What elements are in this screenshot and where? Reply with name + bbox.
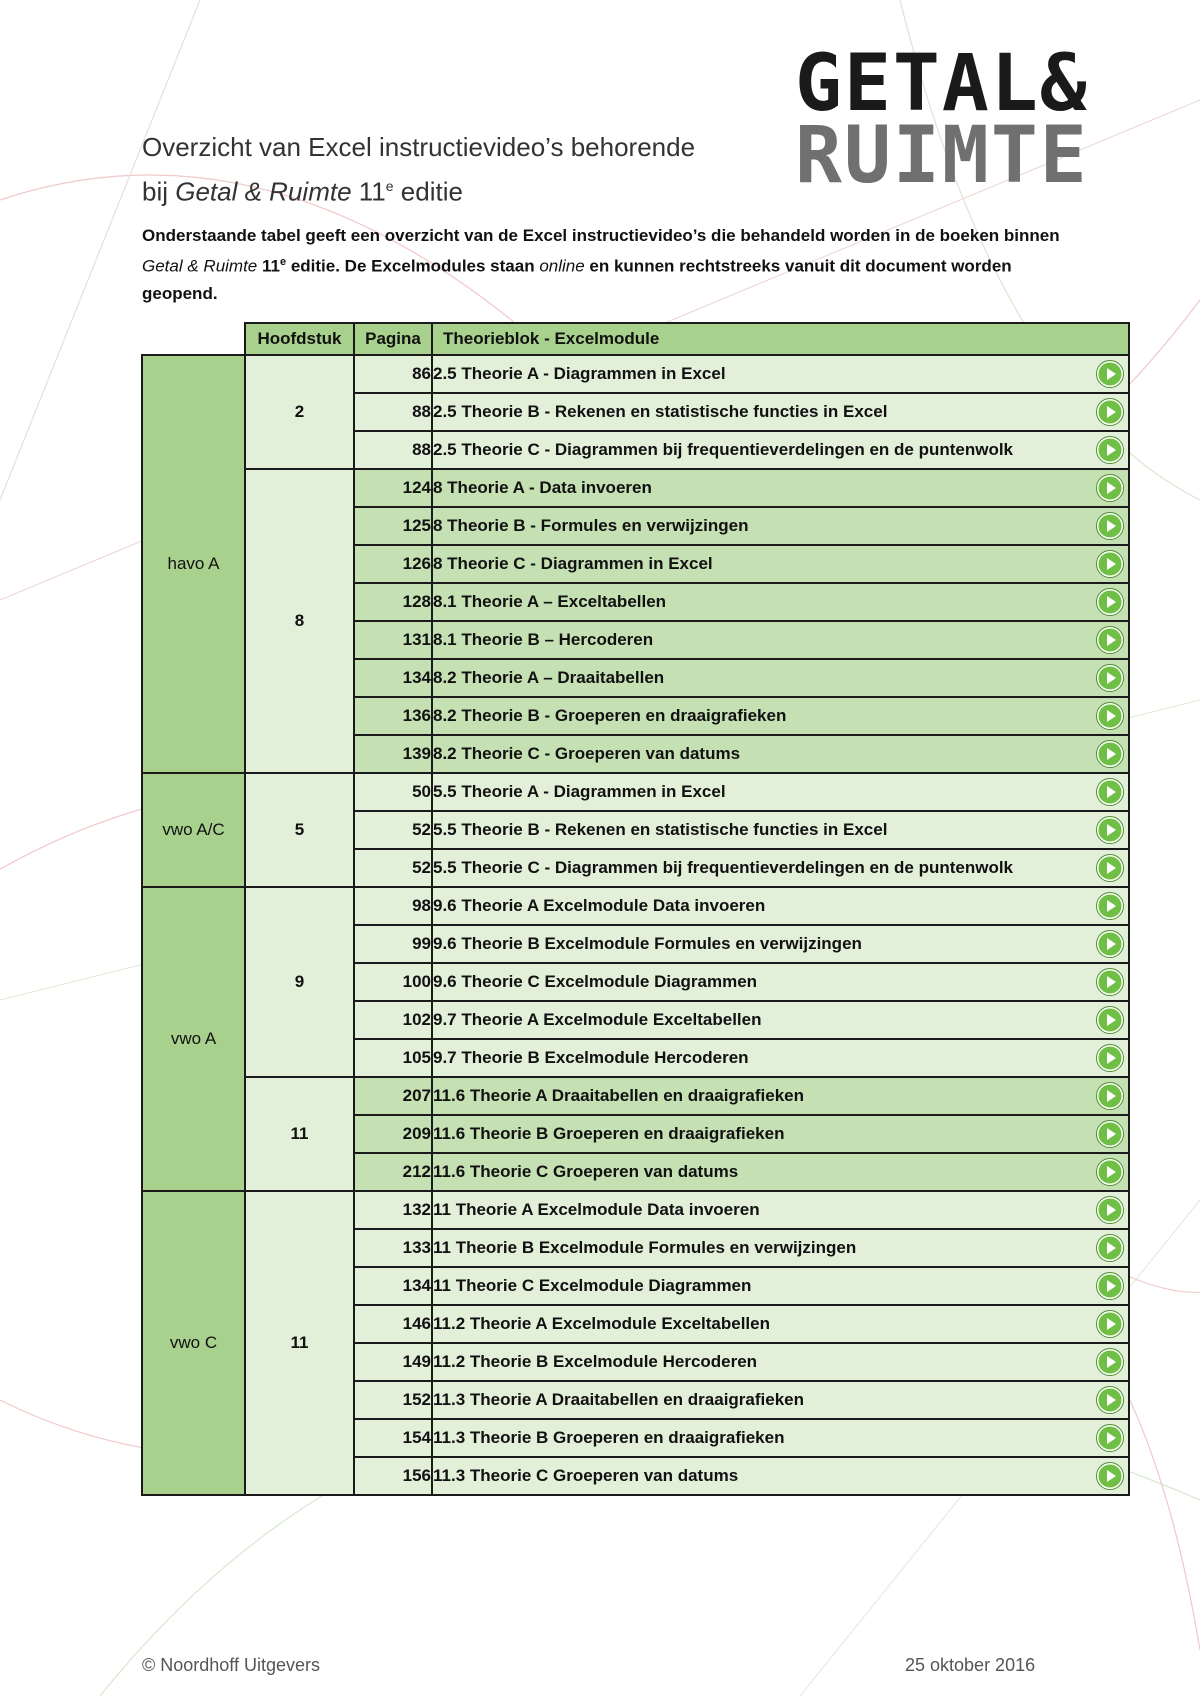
topic-link[interactable]: 8 Theorie A - Data invoeren (433, 478, 652, 497)
getal-ruimte-logo (795, 39, 1089, 201)
topic-link[interactable]: 11.6 Theorie B Groeperen en draaigrafieken (433, 1124, 785, 1143)
play-icon[interactable] (1096, 626, 1124, 654)
header-theorieblok: Theorieblok - Excelmodule (432, 323, 1129, 355)
topic-cell (432, 1457, 1129, 1495)
topic-cell (432, 1039, 1129, 1077)
play-icon[interactable] (1096, 398, 1124, 426)
title-edition-number: 11 (351, 176, 386, 207)
title-book: Getal & Ruimte (175, 176, 352, 207)
intro-part-2: editie. De Excelmodules staan (286, 256, 540, 276)
topic-cell (432, 1229, 1129, 1267)
play-icon[interactable] (1096, 778, 1124, 806)
topic-link[interactable]: 11 Theorie C Excelmodule Diagrammen (433, 1276, 752, 1295)
intro-edition-sup: e (279, 256, 287, 268)
table-row (142, 773, 1129, 811)
topic-cell (432, 925, 1129, 963)
play-icon[interactable] (1096, 930, 1124, 958)
play-icon[interactable] (1096, 702, 1124, 730)
chapter-cell: 8 (245, 469, 354, 773)
page-cell: 52 (354, 811, 432, 849)
footer-copyright: © Noordhoff Uitgevers (142, 1655, 321, 1675)
chapter-cell: 11 (245, 1077, 354, 1191)
topic-link[interactable]: 11.6 Theorie C Groeperen van datums (433, 1162, 739, 1181)
topic-link[interactable]: 9.7 Theorie A Excelmodule Exceltabellen (433, 1010, 762, 1029)
topic-link[interactable]: 9.6 Theorie C Excelmodule Diagrammen (433, 972, 758, 991)
topic-link[interactable]: 9.6 Theorie A Excelmodule Data invoeren (433, 896, 766, 915)
excel-video-table (141, 322, 1130, 1496)
play-icon[interactable] (1096, 1272, 1124, 1300)
topic-link[interactable]: 8.2 Theorie A – Draaitabellen (433, 668, 665, 687)
table-row (142, 469, 1129, 507)
topic-cell (432, 887, 1129, 925)
intro-part-1: Onderstaande tabel geeft een overzicht van de Excel instructievideo’s die behandeld worden in de boeken binnen (142, 226, 1060, 245)
play-icon[interactable] (1096, 1386, 1124, 1414)
play-icon[interactable] (1096, 436, 1124, 464)
play-icon[interactable] (1096, 1044, 1124, 1072)
topic-cell (432, 697, 1129, 735)
page-cell: 209 (354, 1115, 432, 1153)
play-icon[interactable] (1096, 360, 1124, 388)
topic-link[interactable]: 11.6 Theorie A Draaitabellen en draaigrafieken (433, 1086, 805, 1105)
topic-link[interactable]: 11 Theorie B Excelmodule Formules en verwijzingen (433, 1238, 857, 1257)
play-icon[interactable] (1096, 1196, 1124, 1224)
page-cell: 128 (354, 583, 432, 621)
topic-cell (432, 849, 1129, 887)
topic-link[interactable]: 8.1 Theorie A – Exceltabellen (433, 592, 667, 611)
topic-cell (432, 659, 1129, 697)
footer-date: 25 oktober 2016 (905, 1655, 1036, 1675)
play-icon[interactable] (1096, 1462, 1124, 1490)
intro-online: online (539, 256, 585, 276)
chapter-cell: 9 (245, 887, 354, 1077)
page-cell: 88 (354, 393, 432, 431)
topic-cell (432, 1153, 1129, 1191)
page-cell: 86 (354, 355, 432, 393)
chapter-cell: 5 (245, 773, 354, 887)
page-cell: 156 (354, 1457, 432, 1495)
table-row (142, 1191, 1129, 1229)
topic-cell (432, 393, 1129, 431)
logo-line-1: GETAL& (795, 39, 1089, 129)
page-cell: 136 (354, 697, 432, 735)
topic-link[interactable]: 8.1 Theorie B – Hercoderen (433, 630, 654, 649)
topic-cell (432, 583, 1129, 621)
page-cell: 152 (354, 1381, 432, 1419)
topic-link[interactable]: 11.2 Theorie B Excelmodule Hercoderen (433, 1352, 758, 1371)
play-icon[interactable] (1096, 1234, 1124, 1262)
topic-cell (432, 507, 1129, 545)
intro-book: Getal & Ruimte (142, 256, 258, 276)
play-icon[interactable] (1096, 854, 1124, 882)
intro-edition-number: 11 (257, 256, 280, 276)
topic-link[interactable]: 2.5 Theorie A - Diagrammen in Excel (433, 364, 726, 383)
topic-cell (432, 1001, 1129, 1039)
topic-link[interactable]: 9.7 Theorie B Excelmodule Hercoderen (433, 1048, 749, 1067)
table-row (142, 355, 1129, 393)
title-line-1: Overzicht van Excel instructievideo’s behorende (142, 132, 696, 162)
table-row (142, 1077, 1129, 1115)
header-blank (142, 323, 245, 355)
play-icon[interactable] (1096, 588, 1124, 616)
topic-link[interactable]: 2.5 Theorie B - Rekenen en statistische functies in Excel (433, 402, 888, 421)
page-title (142, 128, 695, 212)
topic-link[interactable]: 5.5 Theorie A - Diagrammen in Excel (433, 782, 726, 801)
page-cell: 139 (354, 735, 432, 773)
title-suffix: editie (393, 176, 463, 207)
page-cell: 126 (354, 545, 432, 583)
topic-cell (432, 1305, 1129, 1343)
topic-link[interactable]: 11.3 Theorie A Draaitabellen en draaigrafieken (433, 1390, 805, 1409)
play-icon[interactable] (1096, 512, 1124, 540)
page-cell: 207 (354, 1077, 432, 1115)
topic-cell (432, 469, 1129, 507)
topic-cell (432, 773, 1129, 811)
title-prefix: bij (142, 176, 176, 207)
page-cell: 52 (354, 849, 432, 887)
header-hoofdstuk: Hoofdstuk (245, 323, 354, 355)
page-cell: 131 (354, 621, 432, 659)
play-icon[interactable] (1096, 1424, 1124, 1452)
table-body (142, 355, 1129, 1495)
chapter-cell: 2 (245, 355, 354, 469)
page-cell: 149 (354, 1343, 432, 1381)
topic-link[interactable]: 2.5 Theorie C - Diagrammen bij frequentieverdelingen en de puntenwolk (433, 440, 1014, 459)
level-cell: vwo A (142, 887, 245, 1191)
level-cell: havo A (142, 355, 245, 773)
page-cell: 125 (354, 507, 432, 545)
page-cell: 132 (354, 1191, 432, 1229)
page-cell: 88 (354, 431, 432, 469)
topic-cell (432, 355, 1129, 393)
topic-cell (432, 963, 1129, 1001)
topic-cell (432, 431, 1129, 469)
topic-cell (432, 1115, 1129, 1153)
topic-cell (432, 1191, 1129, 1229)
page-cell: 98 (354, 887, 432, 925)
topic-link[interactable]: 11.3 Theorie C Groeperen van datums (433, 1466, 739, 1485)
table-header-row (142, 323, 1129, 355)
topic-link[interactable]: 11.2 Theorie A Excelmodule Exceltabellen (433, 1314, 770, 1333)
topic-link[interactable]: 8.2 Theorie B - Groeperen en draaigrafieken (433, 706, 787, 725)
header-pagina: Pagina (354, 323, 432, 355)
topic-cell (432, 811, 1129, 849)
intro-paragraph (142, 222, 1062, 307)
chapter-cell: 11 (245, 1191, 354, 1495)
topic-cell (432, 545, 1129, 583)
play-icon[interactable] (1096, 1158, 1124, 1186)
page-cell: 50 (354, 773, 432, 811)
topic-link[interactable]: 5.5 Theorie C - Diagrammen bij frequentieverdelingen en de puntenwolk (433, 858, 1014, 877)
play-icon[interactable] (1096, 1310, 1124, 1338)
play-icon[interactable] (1096, 892, 1124, 920)
play-icon[interactable] (1096, 968, 1124, 996)
page-cell: 134 (354, 1267, 432, 1305)
title-edition-sup: e (385, 178, 394, 194)
page-cell: 146 (354, 1305, 432, 1343)
topic-link[interactable]: 8 Theorie C - Diagrammen in Excel (433, 554, 713, 573)
topic-cell (432, 621, 1129, 659)
topic-link[interactable]: 5.5 Theorie B - Rekenen en statistische functies in Excel (433, 820, 888, 839)
play-icon[interactable] (1096, 474, 1124, 502)
page-cell: 102 (354, 1001, 432, 1039)
page-cell: 99 (354, 925, 432, 963)
topic-cell (432, 1077, 1129, 1115)
topic-cell (432, 1267, 1129, 1305)
topic-link[interactable]: 8.2 Theorie C - Groeperen van datums (433, 744, 741, 763)
page-cell: 133 (354, 1229, 432, 1267)
topic-link[interactable]: 8 Theorie B - Formules en verwijzingen (433, 516, 749, 535)
topic-cell (432, 1381, 1129, 1419)
page-cell: 212 (354, 1153, 432, 1191)
topic-link[interactable]: 11 Theorie A Excelmodule Data invoeren (433, 1200, 760, 1219)
page-cell: 105 (354, 1039, 432, 1077)
play-icon[interactable] (1096, 1082, 1124, 1110)
page-cell: 154 (354, 1419, 432, 1457)
topic-link[interactable]: 11.3 Theorie B Groeperen en draaigrafieken (433, 1428, 785, 1447)
level-cell: vwo A/C (142, 773, 245, 887)
page-cell: 124 (354, 469, 432, 507)
play-icon[interactable] (1096, 1006, 1124, 1034)
play-icon[interactable] (1096, 1348, 1124, 1376)
play-icon[interactable] (1096, 550, 1124, 578)
intro-part-3: en kunnen rechtstreeks vanuit dit document worden geopend. (142, 256, 1012, 303)
play-icon[interactable] (1096, 1120, 1124, 1148)
play-icon[interactable] (1096, 740, 1124, 768)
play-icon[interactable] (1096, 816, 1124, 844)
title-line-2 (142, 167, 695, 212)
page-cell: 134 (354, 659, 432, 697)
topic-cell (432, 735, 1129, 773)
topic-cell (432, 1419, 1129, 1457)
page-cell: 100 (354, 963, 432, 1001)
logo-line-2: RUIMTE (795, 111, 1089, 201)
topic-cell (432, 1343, 1129, 1381)
play-icon[interactable] (1096, 664, 1124, 692)
level-cell: vwo C (142, 1191, 245, 1495)
table-row (142, 887, 1129, 925)
topic-link[interactable]: 9.6 Theorie B Excelmodule Formules en verwijzingen (433, 934, 862, 953)
